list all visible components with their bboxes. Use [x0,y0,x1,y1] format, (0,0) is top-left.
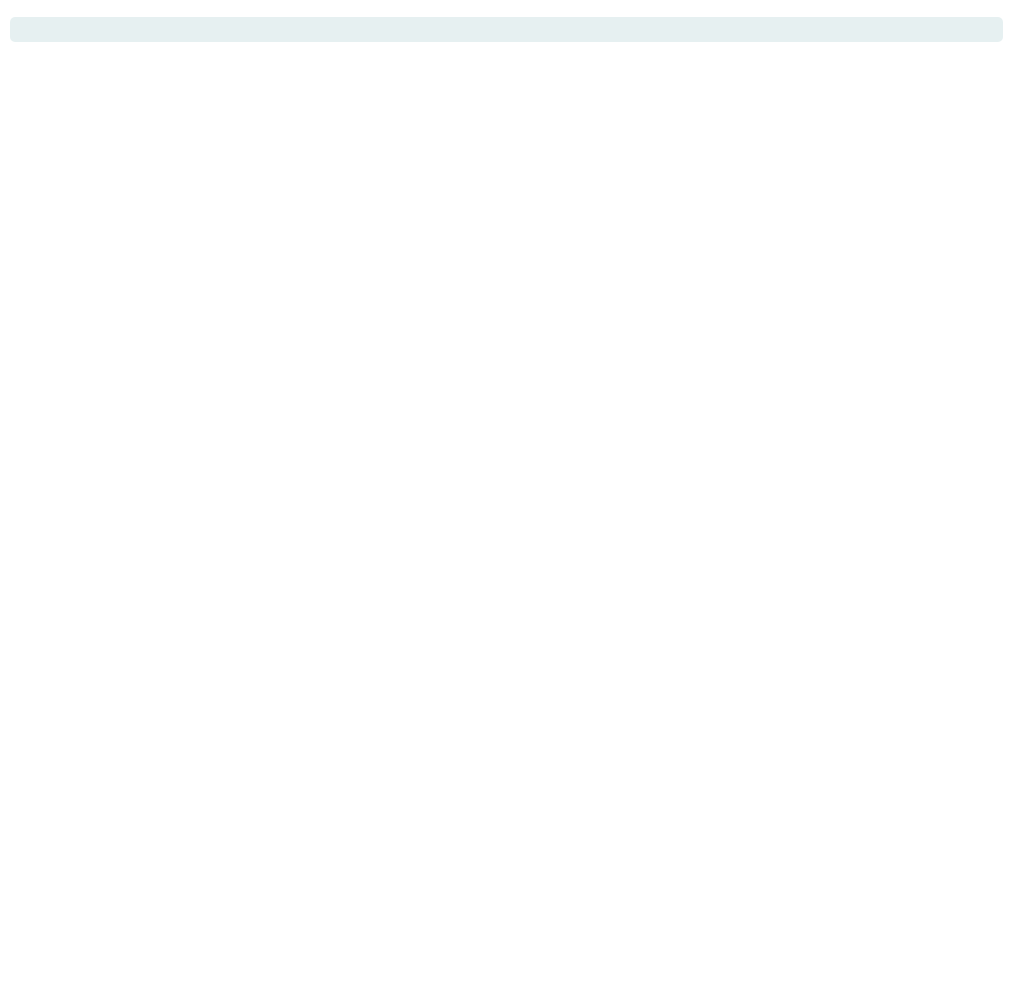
model-header [10,17,1003,42]
spec-sheet [10,17,1003,42]
